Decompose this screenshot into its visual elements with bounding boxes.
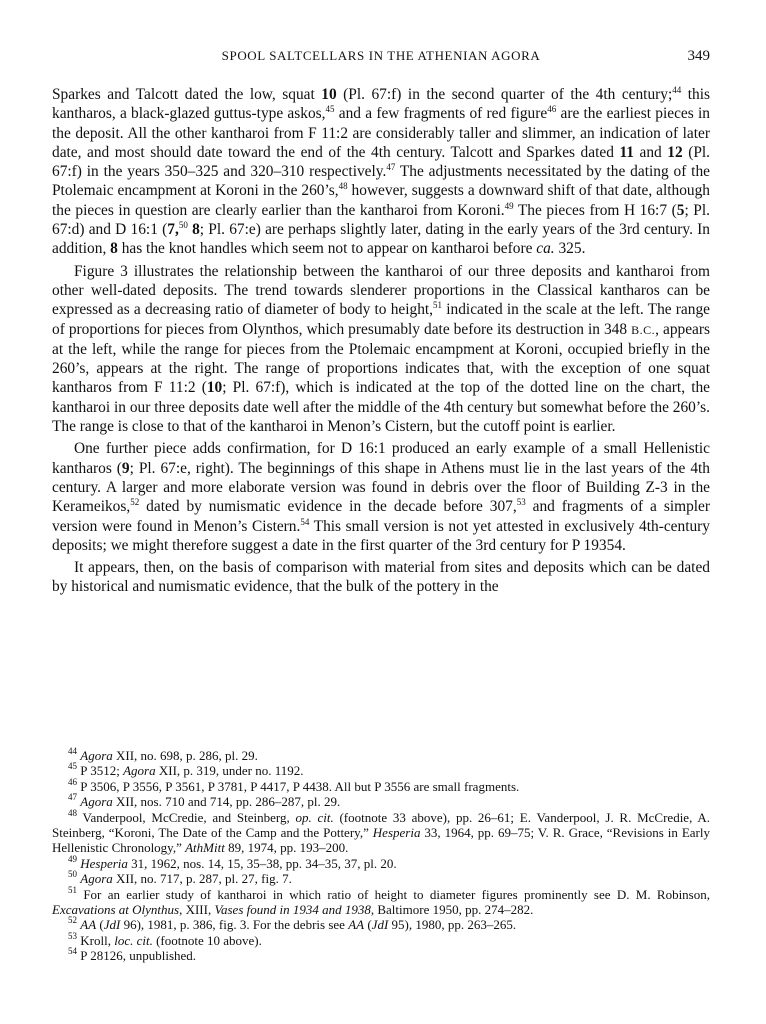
text-run: Sparkes and Talcott dated the low, squat xyxy=(52,86,322,103)
footnote-ref: 46 xyxy=(68,776,77,787)
italic-text: Hesperia xyxy=(372,825,421,841)
footnote-ref: 47 xyxy=(386,162,396,173)
text-run: ( xyxy=(96,917,104,933)
text-run: Figure 3 illustrates the relationship between the kantharoi of our three deposits and kantharoi from other well-dated deposits. The trend towards slenderer proportions in the Classical kantharos can be expressed as a decreasing ratio of diameter of body to height, xyxy=(52,262,710,319)
text-run: XII, p. 319, under no. 1192. xyxy=(155,763,304,779)
footnote xyxy=(52,853,710,871)
footnote-ref: 52 xyxy=(130,497,140,508)
footnote-ref: 54 xyxy=(300,516,310,527)
italic-text: JdI xyxy=(103,917,121,933)
footnote-ref: 47 xyxy=(68,792,77,803)
page-number: 349 xyxy=(687,48,710,64)
footnote-ref: 49 xyxy=(504,200,514,211)
paragraph xyxy=(52,558,710,597)
italic-text: Excavations at Olynthus xyxy=(52,902,180,918)
italic-text: AA xyxy=(80,917,97,933)
italic-text: Vases found in 1934 and 1938 xyxy=(214,902,371,918)
text-run: XII, no. 717, p. 287, pl. 27, fig. 7. xyxy=(112,871,292,887)
body-text xyxy=(52,85,710,597)
text-run: ; Pl. 67:f), which is indicated at the top of the dotted line on the chart, the kantharoi in our three deposits date well after the middle of the 4th century but somewhat before the 260’s. The range is close to that of the kantharoi in Menon’s Cistern, but the cutoff point is earlier. xyxy=(52,379,711,436)
text-run: For an earlier study of kantharoi in which ratio of height to diameter figures prominently see D. M. Robinson, xyxy=(77,886,710,902)
text-run: , XIII, xyxy=(179,902,215,918)
text-run: (Pl. 67:f) in the years 350–325 and 320–310 respectively. xyxy=(52,143,711,181)
text-run: Vanderpool, McCredie, and Steinberg, xyxy=(77,809,296,825)
catalogue-number: 10 xyxy=(321,86,337,103)
text-run: P 28126, unpublished. xyxy=(77,948,197,964)
text-run: dated by numismatic evidence in the decade before 307, xyxy=(139,498,517,516)
catalogue-number: , xyxy=(174,221,179,239)
footnote-ref: 49 xyxy=(68,853,77,864)
text-run: 96), 1981, p. 386, fig. 3. For the debris see xyxy=(120,917,349,933)
footnote-ref: 52 xyxy=(68,915,77,926)
italic-text: AA xyxy=(348,917,365,933)
catalogue-number: 7 xyxy=(167,221,175,239)
footnote-ref: 54 xyxy=(68,946,77,957)
text-run: and xyxy=(633,143,668,161)
catalogue-number: 10 xyxy=(206,379,223,397)
footnote-ref: 44 xyxy=(672,85,682,95)
paragraph xyxy=(52,439,710,555)
italic-text: Agora xyxy=(80,871,113,887)
footnote-ref: 48 xyxy=(338,181,348,192)
text-run: this kantharos, a black-glazed guttus-type askos, xyxy=(52,86,711,123)
text-run: The adjustments necessitated by the dating of the Ptolemaic encampment at Koroni in the 260’s, xyxy=(52,163,710,200)
text-run: P 3512; xyxy=(77,763,124,779)
text-run: P 3506, P 3556, P 3561, P 3781, P 4417, P 4438. All but P 3556 are small fragments. xyxy=(77,778,520,794)
paragraph xyxy=(52,262,710,437)
footnotes xyxy=(52,748,710,964)
italic-text: loc. cit. xyxy=(114,932,153,948)
footnote xyxy=(52,794,710,809)
footnote-ref: 53 xyxy=(68,930,77,941)
text-run: , appears at the left, while the range for pieces from the Ptolemaic encampment at Koroni, occupied briefly in the 260’s, appears at the right. The range of proportions indicates that, with the exception of one squat kantharos from F 11:2 ( xyxy=(52,320,710,397)
catalogue-number: 11 xyxy=(619,143,634,161)
footnote xyxy=(52,948,710,963)
footnote xyxy=(52,776,710,794)
catalogue-number: 5 xyxy=(676,201,685,219)
footnote-ref: 50 xyxy=(68,869,77,880)
italic-text: ca. xyxy=(536,240,555,258)
text-run: Kroll, xyxy=(77,932,115,948)
text-run: XII, no. 698, p. 286, pl. 29. xyxy=(112,748,258,763)
text-run: (Pl. 67:f) in the second quarter of the 4th century; xyxy=(336,86,673,103)
catalogue-number: 9 xyxy=(121,459,130,477)
italic-text: JdI xyxy=(371,917,389,933)
paragraph xyxy=(52,85,710,259)
italic-text: Agora xyxy=(80,794,113,810)
text-run: ; Pl. 67:e, right). The beginnings of this shape in Athens must lie in the last years of the 4th century. A larger and more elaborate version was found in debris over the floor of Building Z-3 in the Kerameikos, xyxy=(52,459,710,516)
footnote-ref: 53 xyxy=(516,497,526,508)
text-run: and fragments of a simpler version were found in Menon’s Cistern. xyxy=(52,498,710,535)
text-run: , Baltimore 1950, pp. 274–282. xyxy=(370,902,534,918)
footnote xyxy=(52,917,710,932)
italic-text: Agora xyxy=(80,748,113,763)
text-run: has the knot handles which seem not to appear on kantharoi before xyxy=(117,240,537,258)
italic-text: op. cit. xyxy=(295,809,334,825)
footnote-ref: 44 xyxy=(68,746,77,756)
footnote xyxy=(52,748,710,763)
footnote-ref: 50 xyxy=(178,220,188,231)
catalogue-number: 8 xyxy=(110,240,118,258)
text-run: 31, 1962, nos. 14, 15, 35–38, pp. 34–35, 37, pl. 20. xyxy=(127,855,397,871)
footnote xyxy=(52,807,710,856)
page-header xyxy=(52,48,710,70)
footnote-ref: 48 xyxy=(68,807,77,818)
footnote-ref: 51 xyxy=(68,884,77,895)
footnote xyxy=(52,871,710,886)
text-run: are the earliest pieces in the deposit. All the other kantharoi from F 11:2 are considerably taller and slimmer, an indication of later date, and most should date toward the end of the 4th century. Talcott and Sparkes dated xyxy=(52,105,710,161)
text-run: ( xyxy=(364,917,372,933)
text-run: It appears, then, on the basis of comparison with material from sites and deposits which can be dated by historical and numismatic evidence, that the bulk of the pottery in the xyxy=(52,559,710,596)
footnote-ref: 46 xyxy=(547,104,557,115)
text-run: (footnote 10 above). xyxy=(152,932,262,948)
catalogue-number: 12 xyxy=(667,143,683,161)
footnote-ref: 45 xyxy=(325,104,335,115)
catalogue-number: 8 xyxy=(192,221,200,239)
text-run: The pieces from H 16:7 ( xyxy=(513,201,677,219)
footnote xyxy=(52,763,710,778)
text-run: 33, 1964, pp. 69–75; V. R. Grace, “Revisions in Early Hellenistic Chronology,” xyxy=(52,825,710,856)
text-run: This small version is not yet attested in exclusively 4th-century deposits; we might therefore suggest a date in the first quarter of the 3rd century for P 19354. xyxy=(52,517,710,554)
text-run: 89, 1974, pp. 193–200. xyxy=(224,840,349,856)
text-run: One further piece adds confirmation, for D 16:1 produced an early example of a small Hellenistic kantharos ( xyxy=(52,440,710,477)
text-run: ; Pl. 67:e) are perhaps slightly later, dating in the early years of the 3rd century. In addition, xyxy=(52,221,710,258)
footnote-ref: 51 xyxy=(433,300,443,311)
text-run: however, suggests a downward shift of that date, although the pieces in question are clearly earlier than the kantharoi from Koroni. xyxy=(52,182,710,219)
italic-text: AthMitt xyxy=(185,840,225,856)
text-run: and a few fragments of red figure xyxy=(334,105,548,123)
text-run: (footnote 33 above), pp. 26–61; E. Vanderpool, J. R. McCredie, A. Steinberg, “Koroni, The Date of the Camp and the Pottery,” xyxy=(52,809,710,841)
small-caps-text: B.C. xyxy=(631,322,656,337)
text-run: 95), 1980, pp. 263–265. xyxy=(388,917,517,933)
text-run: XII, nos. 710 and 714, pp. 286–287, pl. 29. xyxy=(112,794,341,810)
footnote-ref: 45 xyxy=(68,761,77,772)
text-run: 325. xyxy=(554,240,586,258)
italic-text: Agora xyxy=(123,763,156,779)
running-title: SPOOL SALTCELLARS IN THE ATHENIAN AGORA xyxy=(221,48,541,63)
footnote xyxy=(52,930,710,948)
italic-text: Hesperia xyxy=(80,855,128,871)
footnote xyxy=(52,884,710,918)
text-run: indicated in the scale at the left. The range of proportions for pieces from Olynthos, which presumably date before its destruction in 348 xyxy=(52,301,710,338)
text-run: ; Pl. 67:d) and D 16:1 ( xyxy=(52,201,710,239)
